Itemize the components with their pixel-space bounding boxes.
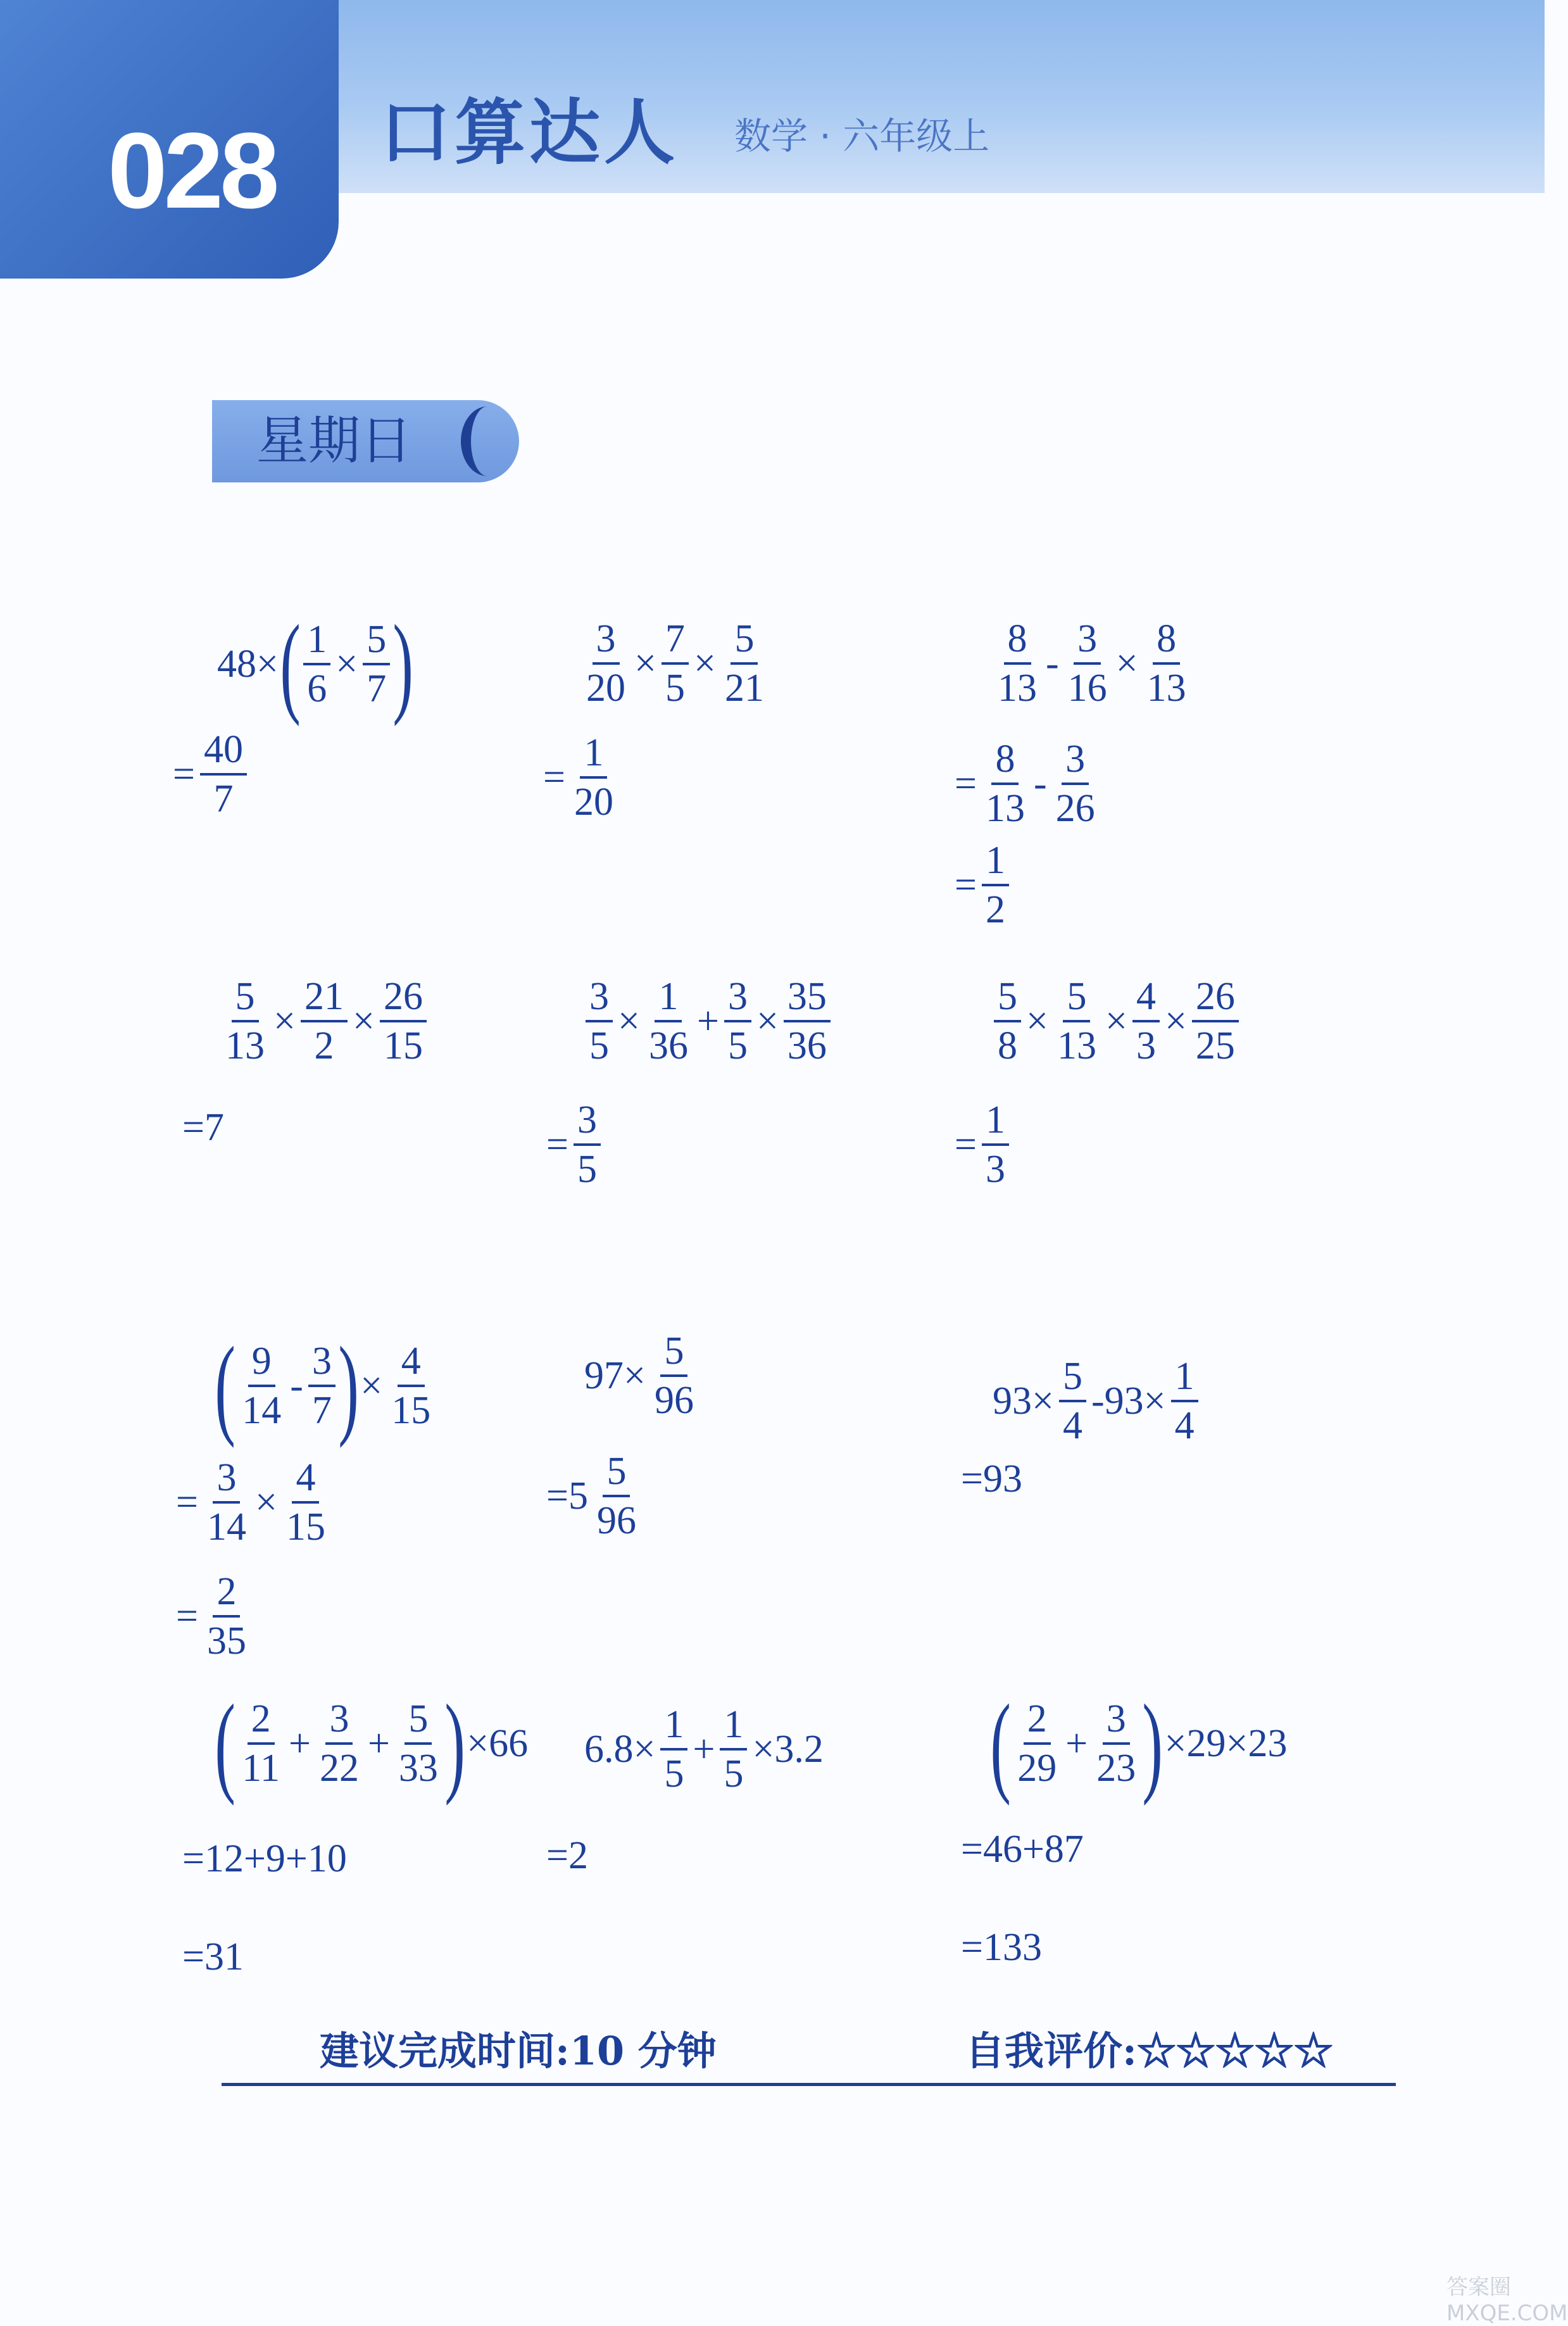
answer-text: =31 [182,1935,244,1978]
answer-text: =12+9+10 [182,1837,347,1880]
problem-p4 [218,975,430,1067]
question-text: × [336,643,358,686]
question-text: - [290,1364,303,1407]
denominator: 6 [307,667,327,710]
fraction [1093,1697,1139,1790]
fraction [222,975,268,1067]
numerator: 5 [1059,1355,1086,1402]
answer-step-p12-1 [959,1830,1086,1869]
numerator: 4 [398,1340,425,1387]
page-number-tab [0,0,339,279]
numerator: 40 [200,728,247,776]
numerator: 1 [303,618,330,665]
question-text: ×66 [467,1722,529,1765]
answer-step-p9-1 [959,1459,1024,1499]
right-paren: ) [392,601,414,727]
fraction [994,617,1041,710]
crescent-icon [461,406,514,476]
problem-p8 [582,1330,701,1422]
numerator: 3 [724,975,751,1022]
question-text: - [1046,642,1059,686]
book-title: 口算达人 [380,92,679,174]
question-text: × [1115,642,1138,686]
numerator: 4 [292,1456,319,1504]
question-text: 48× [217,643,279,686]
answer-text: = [176,1481,198,1524]
numerator: 8 [1153,617,1180,665]
problem-p11 [582,1703,825,1795]
denominator: 23 [1096,1747,1136,1790]
fraction [303,618,330,710]
answer-step-p3-2 [953,839,1012,931]
answer-step-p10-2 [180,1937,246,1977]
numerator: 7 [662,617,689,665]
problem-p12 [990,1681,1289,1806]
fraction [395,1697,442,1790]
question-text: × [360,1364,383,1407]
numerator: 21 [301,975,348,1022]
problem-p2 [579,617,771,710]
question-text: × [273,1000,296,1043]
answer-step-p8-1 [544,1450,643,1542]
numerator: 1 [1171,1355,1198,1402]
fraction [982,1098,1009,1191]
numerator: 1 [982,1098,1009,1146]
question-text: + [367,1722,390,1765]
numerator: 3 [593,617,620,665]
fraction [645,975,692,1067]
numerator: 3 [308,1340,336,1387]
fraction [574,1098,601,1191]
answer-text: =93 [961,1457,1022,1500]
denominator: 15 [383,1024,423,1068]
numerator: 3 [213,1456,240,1504]
question-text: × [1026,1000,1048,1043]
footer-rule [222,2083,1396,2086]
answer-text: =46+87 [961,1828,1084,1871]
fraction [1013,1697,1060,1790]
denominator: 14 [206,1506,246,1549]
denominator: 4 [1062,1404,1082,1448]
answer-text: = [546,1123,568,1167]
fraction [1052,738,1099,830]
fraction [200,728,247,820]
watermark: 答案圈 MXQE.COM [1446,2275,1568,2326]
numerator: 2 [248,1697,275,1745]
answer-text: = [955,864,977,907]
question-text: × [1105,1000,1127,1043]
denominator: 8 [998,1024,1017,1068]
numerator: 5 [731,617,758,665]
page-number: 028 [108,111,276,231]
denominator: 29 [1017,1747,1057,1790]
numerator: 26 [1192,975,1239,1022]
numerator: 5 [1063,975,1090,1022]
fraction [586,975,613,1067]
denominator: 13 [985,787,1025,831]
question-text: × [693,642,716,686]
numerator: 9 [248,1340,275,1387]
denominator: 14 [242,1389,282,1432]
question-text: ×3.2 [752,1728,824,1771]
fraction [1143,617,1190,710]
denominator: 5 [727,1024,748,1068]
numerator: 8 [991,738,1019,785]
answer-text: × [254,1481,277,1524]
fraction [238,1340,285,1432]
denominator: 21 [724,667,764,710]
question-text: 6.8× [584,1728,656,1771]
question-text: × [1164,1000,1187,1043]
denominator: 26 [1055,787,1095,831]
fraction [308,1340,336,1432]
fraction [1053,975,1100,1067]
problem-p9 [991,1355,1201,1447]
answer-step-p12-2 [959,1928,1044,1967]
problem-p6 [991,975,1242,1067]
answer-text: =5 [546,1474,588,1518]
denominator: 11 [242,1747,280,1790]
answer-text: = [955,762,977,806]
denominator: 13 [225,1024,265,1068]
fraction [994,975,1021,1067]
question-text: 93× [993,1380,1054,1423]
answer-step-p10-1 [180,1839,349,1878]
denominator: 33 [398,1747,438,1790]
answer-text: =7 [182,1106,224,1149]
answer-text: = [176,1595,198,1638]
answer-step-p3-1 [953,738,1102,830]
numerator: 5 [363,618,390,665]
numerator: 1 [720,1703,747,1751]
denominator: 16 [1067,667,1107,710]
numerator: 2 [1024,1697,1051,1745]
fraction [387,1340,434,1432]
denominator: 20 [586,667,625,710]
question-text: 97× [584,1354,646,1398]
answer-step-p4-1 [180,1108,226,1147]
answer-step-p7-1 [174,1456,332,1549]
denominator: 2 [314,1024,334,1068]
question-text: + [1065,1722,1088,1765]
denominator: 7 [213,777,234,821]
fraction [651,1330,698,1422]
question-text: × [634,642,656,686]
denominator: 13 [1057,1024,1096,1068]
question-text: + [288,1722,311,1765]
problem-p7 [215,1323,437,1449]
answer-step-p2-1 [541,731,620,824]
answer-step-p5-1 [544,1098,604,1191]
left-paren: ( [280,601,301,727]
denominator: 3 [985,1148,1005,1191]
denominator: 3 [1136,1024,1156,1068]
denominator: 5 [724,1752,744,1796]
fraction [380,975,427,1067]
denominator: 7 [367,667,387,710]
day-label: 星期日 [256,411,413,471]
denominator: 96 [654,1379,694,1423]
denominator: 25 [1195,1024,1235,1068]
fraction [1132,975,1160,1067]
right-paren: ) [1142,1681,1163,1806]
fraction [238,1697,284,1790]
denominator: 7 [311,1389,332,1432]
numerator: 5 [232,975,259,1022]
numerator: 1 [655,975,682,1022]
denominator: 36 [648,1024,688,1068]
numerator: 5 [603,1450,630,1497]
left-paren: ( [215,1323,235,1449]
denominator: 20 [574,781,613,824]
fraction [316,1697,363,1790]
answer-step-p7-2 [174,1570,253,1663]
numerator: 3 [586,975,613,1022]
fraction [784,975,831,1067]
answer-text: =133 [961,1926,1042,1969]
right-paren: ) [444,1681,465,1806]
numerator: 3 [574,1098,601,1146]
fraction [721,617,768,710]
self-rating-label: 自我评价:☆☆☆☆☆ [965,2028,1333,2074]
question-text: ×29×23 [1164,1722,1288,1765]
fraction [1064,617,1111,710]
numerator: 2 [213,1570,240,1618]
problem-p1 [215,601,414,727]
fraction [982,839,1009,931]
answer-step-p6-1 [953,1098,1012,1191]
question-text: + [693,1728,715,1771]
problem-p3 [991,617,1193,710]
day-label-box [212,400,519,482]
denominator: 13 [998,667,1037,710]
question-text: + [696,1000,719,1043]
answer-text: = [173,753,195,796]
fraction [720,1703,747,1795]
question-text: -93× [1091,1380,1166,1423]
fraction [570,731,617,824]
fraction [662,617,689,710]
answer-text: = [543,756,565,800]
denominator: 5 [665,667,685,710]
fraction [982,738,1029,830]
denominator: 36 [787,1024,827,1068]
left-paren: ( [215,1681,235,1806]
question-text: × [352,1000,375,1043]
denominator: 22 [319,1747,359,1790]
numerator: 1 [660,1703,687,1751]
fraction [301,975,348,1067]
denominator: 2 [985,888,1005,932]
answer-step-p11-1 [544,1836,590,1875]
fraction [1171,1355,1198,1447]
fraction [593,1450,640,1542]
question-text: × [756,1000,779,1043]
denominator: 5 [577,1148,597,1191]
suggested-time-label: 建议完成时间:10 分钟 [320,2028,717,2074]
denominator: 5 [589,1024,609,1068]
denominator: 4 [1174,1404,1195,1448]
fraction [724,975,751,1067]
fraction [1192,975,1239,1067]
fraction [282,1456,329,1549]
denominator: 35 [206,1619,246,1663]
numerator: 3 [1103,1697,1130,1745]
denominator: 15 [285,1506,325,1549]
denominator: 13 [1146,667,1186,710]
book-subtitle: 数学 · 六年级上 [734,115,990,158]
numerator: 5 [405,1697,432,1745]
numerator: 3 [1074,617,1101,665]
denominator: 15 [391,1389,431,1432]
numerator: 1 [580,731,607,779]
question-text: × [618,1000,640,1043]
answer-text: - [1033,762,1047,806]
fraction [1059,1355,1086,1447]
fraction [660,1703,687,1795]
right-paren: ) [338,1323,359,1449]
answer-text: = [955,1123,977,1167]
numerator: 4 [1132,975,1160,1022]
fraction [203,1570,250,1663]
numerator: 3 [325,1697,353,1745]
denominator: 96 [596,1499,636,1543]
numerator: 5 [994,975,1021,1022]
problem-p10 [215,1681,530,1806]
numerator: 8 [1004,617,1031,665]
fraction [363,618,390,710]
numerator: 5 [660,1330,687,1377]
numerator: 35 [784,975,831,1022]
answer-step-p1-1 [171,728,250,820]
denominator: 5 [664,1752,684,1796]
numerator: 26 [380,975,427,1022]
fraction [203,1456,250,1549]
numerator: 1 [982,839,1009,886]
left-paren: ( [990,1681,1011,1806]
answer-text: =2 [546,1834,588,1877]
numerator: 3 [1062,738,1089,785]
problem-p5 [582,975,834,1067]
fraction [582,617,629,710]
